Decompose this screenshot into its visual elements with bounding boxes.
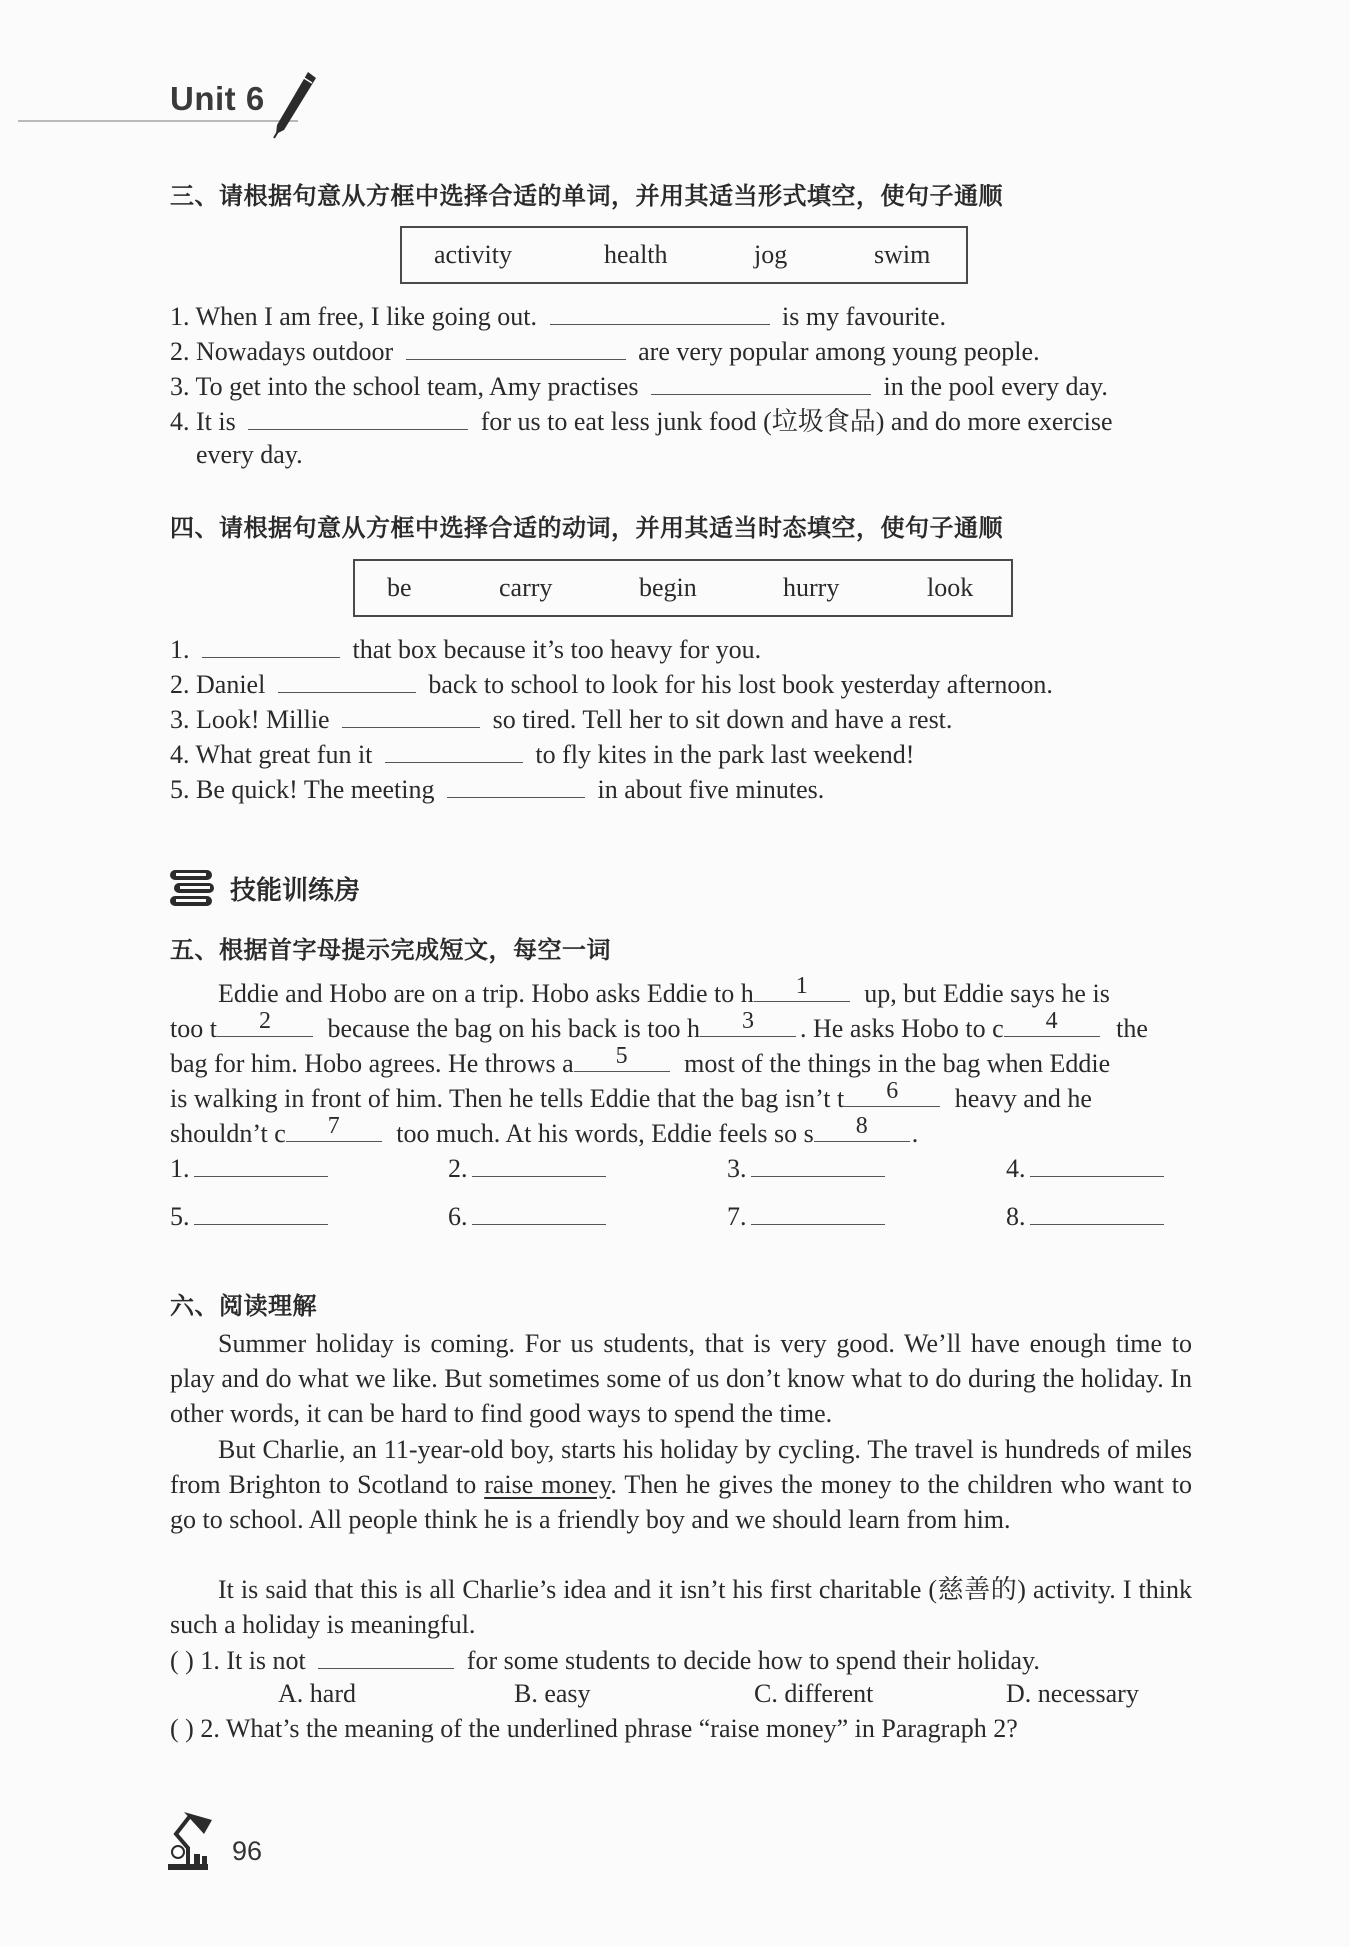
answer-blank[interactable] (194, 1150, 328, 1177)
cloze-line-3: bag for him. Hobo agrees. He throws a 5 most of the things in the bag when Eddie (170, 1043, 1111, 1078)
section3-word-box (400, 226, 968, 284)
page-number: 96 (232, 1836, 263, 1866)
cloze-blank[interactable]: 1 (754, 975, 850, 1002)
unit-title: Unit 6 (170, 80, 265, 117)
answer-blank[interactable] (751, 1150, 885, 1177)
skills-title: 技能训练房 (230, 875, 361, 906)
word-box-item: hurry (783, 573, 840, 602)
answer-blank[interactable] (248, 403, 468, 430)
answer-blank[interactable] (278, 666, 416, 693)
cloze-blank[interactable]: 6 (844, 1080, 940, 1107)
answer-blank[interactable] (447, 771, 585, 798)
word-box-item: begin (639, 573, 697, 602)
section3-item-2: 2. Nowadays outdoor are very popular among young people. (170, 333, 1040, 369)
cloze-blank[interactable]: 7 (286, 1115, 382, 1142)
cloze-line-2: too t 2 because the bag on his back is too h 3 . He asks Hobo to c 4 the (170, 1008, 1148, 1043)
cloze-blank[interactable]: 4 (1004, 1010, 1100, 1037)
section4-word-box (353, 559, 1013, 617)
cloze-line-1: Eddie and Hobo are on a trip. Hobo asks Eddie to h 1 up, but Eddie says he is (218, 973, 1110, 1008)
cloze-blank[interactable]: 2 (217, 1010, 313, 1037)
pen-icon (270, 68, 320, 140)
underlined-phrase: raise money (484, 1470, 611, 1499)
section3-item-1: 1. When I am free, I like going out. is my favourite. (170, 298, 946, 334)
question-1-option-b[interactable]: B. easy (514, 1679, 591, 1708)
cloze-line-4: is walking in front of him. Then he tells Eddie that the bag isn’t t 6 heavy and he (170, 1078, 1092, 1113)
section6-heading: 六、阅读理解 (170, 1292, 317, 1320)
answer-slot: 2. (448, 1150, 606, 1184)
reading-paragraph-1: Summer holiday is coming. For us students, that is very good. We’ll have enough time to play and do what we like. But sometimes some of us don’t know what to do during the holiday. In other words, it can be hard to find good ways to spend the time. (170, 1329, 1192, 1428)
answer-blank[interactable] (194, 1198, 328, 1225)
answer-blank[interactable] (472, 1198, 606, 1225)
answer-slot: 8. (1006, 1198, 1164, 1232)
question-2: ( ) 2. What’s the meaning of the underlined phrase “raise money” in Paragraph 2? (170, 1714, 1018, 1743)
word-box-item: swim (874, 240, 931, 269)
answer-slot: 1. (170, 1150, 328, 1184)
answer-blank[interactable] (318, 1642, 454, 1669)
answer-blank[interactable] (651, 368, 871, 395)
section4-item-2: 2. Daniel back to school to look for his lost book yesterday afternoon. (170, 666, 1053, 702)
reading-paragraph-3: It is said that this is all Charlie’s idea and it isn’t his first charitable (慈善的) activity. I think such a holiday is meaningful. (170, 1575, 1192, 1639)
answer-blank[interactable] (1030, 1198, 1164, 1225)
section4-item-4: 4. What great fun it to fly kites in the park last weekend! (170, 736, 914, 772)
section4-item-3: 3. Look! Millie so tired. Tell her to sit down and have a rest. (170, 701, 952, 737)
answer-paren[interactable]: ( ) (170, 1714, 194, 1743)
skills-banner (168, 866, 360, 910)
cloze-blank[interactable]: 5 (574, 1045, 670, 1072)
cloze-line-5: shouldn’t c 7 too much. At his words, Eddie feels so s 8 . (170, 1113, 919, 1148)
lamp-icon (166, 1808, 228, 1872)
answer-slot: 7. (727, 1198, 885, 1232)
section3-item-4: 4. It is for us to eat less junk food (垃圾食品) and do more exercise (170, 403, 1113, 439)
word-box-item: jog (754, 240, 788, 269)
answer-blank[interactable] (472, 1150, 606, 1177)
answer-slot: 5. (170, 1198, 328, 1232)
answer-blank[interactable] (342, 701, 480, 728)
question-1-option-a[interactable]: A. hard (278, 1679, 356, 1708)
answer-blank[interactable] (202, 631, 340, 658)
reading-paragraph-2: But Charlie, an 11-year-old boy, starts his holiday by cycling. The travel is hundreds of miles from Brighton to Scotland to raise money. Then he gives the money to the children who want to go to school. All people think he is a friendly boy and we should learn from him. (170, 1435, 1193, 1534)
question-1-option-c[interactable]: C. different (754, 1679, 874, 1708)
answer-slot: 3. (727, 1150, 885, 1184)
word-box-item: activity (434, 240, 512, 269)
answer-slot: 4. (1006, 1150, 1164, 1184)
word-box-item: look (927, 573, 974, 602)
word-box-item: carry (499, 573, 553, 602)
answer-paren[interactable]: ( ) (170, 1646, 194, 1675)
header-rule (18, 120, 298, 122)
cloze-blank[interactable]: 3 (700, 1010, 796, 1037)
answer-blank[interactable] (1030, 1150, 1164, 1177)
section5-heading: 五、根据首字母提示完成短文，每空一词 (170, 936, 611, 964)
word-box-item: health (604, 240, 668, 269)
section4-heading: 四、请根据句意从方框中选择合适的动词，并用其适当时态填空，使句子通顺 (170, 514, 1003, 542)
section4-item-1: 1. that box because it’s too heavy for you. (170, 631, 761, 667)
question-1-option-d[interactable]: D. necessary (1006, 1679, 1139, 1708)
answer-slot: 6. (448, 1198, 606, 1232)
books-icon (168, 866, 216, 910)
answer-blank[interactable] (385, 736, 523, 763)
section3-heading: 三、请根据句意从方框中选择合适的单词，并用其适当形式填空，使句子通顺 (170, 182, 1003, 210)
section3-item-4-continued: every day. (196, 440, 303, 469)
question-1: ( ) 1. It is not for some students to decide how to spend their holiday. (170, 1642, 1040, 1678)
cloze-blank[interactable]: 8 (814, 1115, 910, 1142)
section4-item-5: 5. Be quick! The meeting in about five minutes. (170, 771, 824, 807)
answer-blank[interactable] (550, 298, 770, 325)
answer-blank[interactable] (751, 1198, 885, 1225)
word-box-item: be (387, 573, 412, 602)
answer-blank[interactable] (406, 333, 626, 360)
section3-item-3: 3. To get into the school team, Amy practises in the pool every day. (170, 368, 1108, 404)
